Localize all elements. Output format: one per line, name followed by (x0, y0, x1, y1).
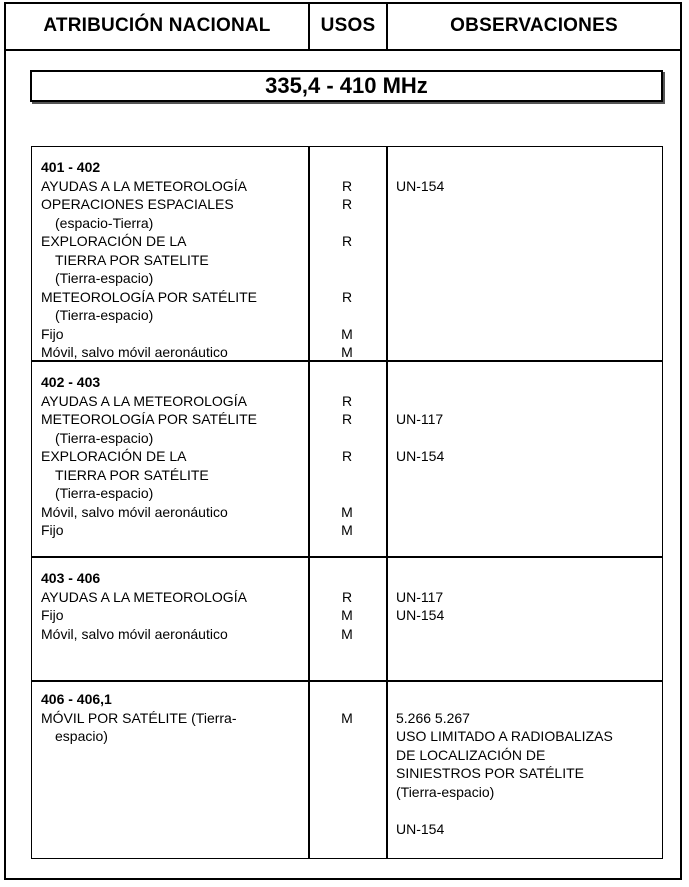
uso-code: R (341, 233, 353, 249)
header-bottom-rule (4, 49, 682, 51)
uso-code: M (341, 344, 353, 360)
header-atribucion: ATRIBUCIÓN NACIONAL (43, 15, 271, 36)
usos-column (309, 392, 385, 540)
allocation-direction: (Tierra-espacio) (55, 485, 154, 501)
allocation-direction: espacio) (55, 728, 108, 744)
uso-code: M (341, 503, 353, 520)
allocation-service: OPERACIONES ESPACIALES (41, 196, 234, 212)
uso-code (309, 484, 385, 503)
observation-note (396, 801, 613, 820)
allocation-service: EXPLORACIÓN DE LA (41, 448, 187, 464)
allocation-service: Móvil, salvo móvil aeronáutico (41, 344, 228, 360)
allocation-direction: (Tierra-espacio) (55, 270, 154, 286)
uso-code (309, 269, 385, 288)
uso-code: M (341, 522, 353, 538)
allocation-service: AYUDAS A LA METEOROLOGÍA (41, 177, 247, 194)
allocation-service: Fijo (41, 607, 64, 623)
table-row (41, 158, 257, 362)
uso-code (309, 306, 385, 325)
header-observaciones: OBSERVACIONES (450, 15, 618, 36)
observation-note: UN-154 (396, 177, 445, 194)
allocation-service: METEOROLOGÍA POR SATÉLITE (41, 288, 258, 305)
allocation-service: MÓVIL POR SATÉLITE (Tierra- (41, 709, 237, 726)
allocation-service: Fijo (41, 522, 64, 538)
header-divider (308, 2, 310, 50)
observation-note: DE LOCALIZACIÓN DE (396, 746, 546, 763)
observation-note: UN-154 (396, 607, 445, 623)
allocation-service: AYUDAS A LA METEOROLOGÍA (41, 588, 247, 605)
usos-column (309, 177, 385, 362)
observaciones-column (396, 392, 444, 466)
allocation-service: Fijo (41, 325, 64, 342)
allocation-service: AYUDAS A LA METEOROLOGÍA (41, 392, 247, 409)
frequency-range-title: 335,4 - 410 MHz (30, 70, 663, 102)
allocation-service: METEOROLOGÍA POR SATÉLITE (41, 411, 258, 427)
observation-note (396, 392, 444, 411)
uso-code: R (341, 392, 353, 409)
uso-code (309, 466, 385, 485)
uso-code: M (341, 325, 353, 342)
band-label: 403 - 406 (41, 570, 101, 586)
band-label: 401 - 402 (41, 159, 101, 175)
uso-code: R (341, 196, 353, 212)
observaciones-column (396, 709, 613, 839)
uso-code: R (341, 177, 353, 194)
observation-note (396, 429, 444, 448)
uso-code (309, 429, 385, 448)
observation-note: UN-154 (396, 448, 445, 464)
observaciones-column (396, 177, 444, 196)
observation-note: USO LIMITADO A RADIOBALIZAS (396, 728, 613, 744)
allocation-service: TIERRA POR SATELITE (55, 251, 209, 268)
observation-note: 5.266 5.267 (396, 709, 470, 726)
observation-note: SINIESTROS POR SATÉLITE (396, 765, 585, 781)
table-row-divider (31, 680, 663, 682)
allocation-service: Móvil, salvo móvil aeronáutico (41, 625, 228, 642)
uso-code: M (341, 709, 353, 726)
usos-column (309, 709, 385, 728)
uso-code: M (341, 625, 353, 642)
observaciones-column (396, 588, 444, 625)
uso-code: R (341, 448, 353, 464)
uso-code: R (341, 588, 353, 605)
observation-note: UN-117 (396, 411, 444, 427)
observation-note: (Tierra-espacio) (396, 783, 495, 800)
uso-code (309, 214, 385, 233)
allocation-service: Móvil, salvo móvil aeronáutico (41, 503, 228, 520)
allocation-direction: (espacio-Tierra) (55, 214, 154, 231)
header-divider (386, 2, 388, 50)
uso-code: R (341, 411, 353, 427)
table-row-divider (31, 556, 663, 558)
uso-code: R (341, 288, 353, 305)
allocation-direction: (Tierra-espacio) (55, 429, 154, 446)
uso-code: M (341, 607, 353, 623)
allocation-service: EXPLORACIÓN DE LA (41, 233, 187, 249)
table-row (41, 373, 257, 540)
allocation-service: TIERRA POR SATÉLITE (55, 466, 209, 483)
observation-note: UN-154 (396, 820, 445, 837)
header-usos: USOS (320, 15, 376, 36)
table-column-divider (386, 146, 388, 859)
allocation-direction: (Tierra-espacio) (55, 307, 154, 323)
band-label: 406 - 406,1 (41, 691, 112, 707)
uso-code (309, 251, 385, 270)
observation-note: UN-117 (396, 588, 444, 605)
table-row (41, 569, 247, 643)
usos-column (309, 588, 385, 644)
table-row (41, 690, 237, 746)
band-label: 402 - 403 (41, 374, 101, 390)
